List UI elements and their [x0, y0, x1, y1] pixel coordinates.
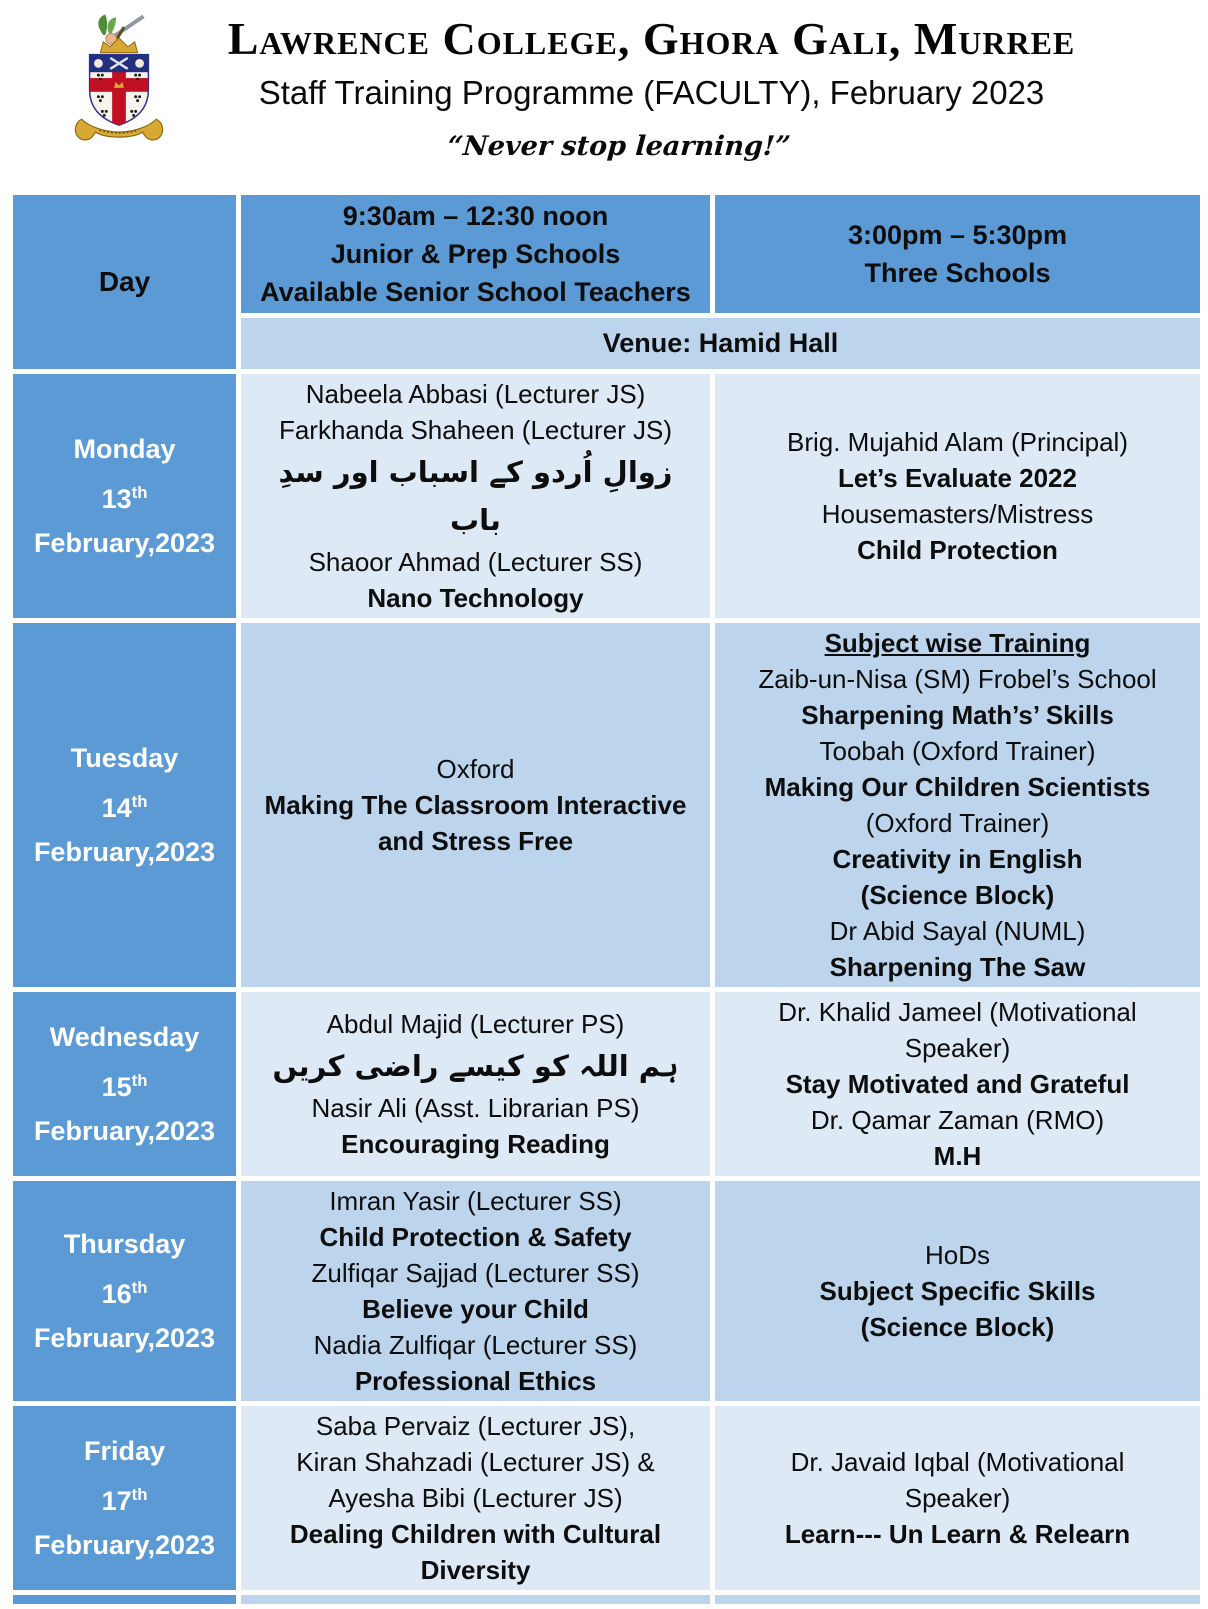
session-line: Zulfiqar Sajjad (Lecturer SS) — [311, 1258, 640, 1288]
afternoon-session-cell — [713, 372, 1203, 621]
header-line: Three Schools — [864, 258, 1051, 288]
day-cell-monday — [11, 372, 239, 621]
day-name: Wednesday — [49, 1022, 200, 1052]
session-line: Learn--- Un Learn & Relearn — [784, 1519, 1131, 1549]
afternoon-session-cell — [713, 1179, 1203, 1404]
day-month-year: February,2023 — [33, 1530, 216, 1560]
morning-session-cell — [239, 1179, 713, 1404]
day-cell-friday — [11, 1404, 239, 1593]
session-line: Kiran Shahzadi (Lecturer JS) & — [296, 1447, 655, 1477]
day-month-year: February,2023 — [33, 528, 216, 558]
session-line-urdu: ہم اللہ کو کیسے راضی کریں — [272, 1049, 679, 1083]
schedule-row-wednesday — [11, 990, 1203, 1179]
session-line: Nadia Zulfiqar (Lecturer SS) — [313, 1330, 638, 1360]
session-line: Making Our Children Scientists — [764, 772, 1151, 802]
afternoon-session-cell — [713, 990, 1203, 1179]
day-name: Thursday — [63, 1229, 186, 1259]
day-name: Monday — [73, 434, 176, 464]
day-date: 13th — [101, 483, 148, 514]
day-cell-tuesday — [11, 621, 239, 990]
morning-session-cell — [239, 621, 713, 990]
session-line: Nasir Ali (Asst. Librarian PS) — [311, 1093, 640, 1123]
session-line: Dealing Children with Cultural — [289, 1519, 662, 1549]
session-line: Sharpening Math’s’ Skills — [801, 700, 1114, 730]
session-line: Subject wise Training — [824, 628, 1091, 658]
morning-column-header — [239, 193, 713, 316]
session-line: Nano Technology — [367, 583, 584, 613]
session-line: Shaoor Ahmad (Lecturer SS) — [308, 547, 643, 577]
partial-next-row — [11, 1593, 1203, 1607]
schedule-row-tuesday — [11, 621, 1203, 990]
header-line: Junior & Prep Schools — [330, 239, 621, 269]
session-line: and Stress Free — [377, 826, 574, 856]
partial-day-cell — [11, 1593, 239, 1607]
header-line: Available Senior School Teachers — [260, 277, 691, 307]
session-line: HoDs — [924, 1240, 990, 1270]
session-line: Stay Motivated and Grateful — [785, 1069, 1130, 1099]
title-block — [95, 0, 1208, 111]
session-line: Farkhanda Shaheen (Lecturer JS) — [278, 415, 673, 445]
session-line: Ayesha Bibi (Lecturer JS) — [328, 1483, 623, 1513]
morning-session-cell — [239, 1404, 713, 1593]
day-date: 15th — [101, 1071, 148, 1102]
day-date: 16th — [101, 1278, 148, 1309]
session-line: Toobah (Oxford Trainer) — [819, 736, 1096, 766]
day-column-header: Day — [11, 193, 239, 372]
session-line: (Science Block) — [860, 1312, 1055, 1342]
session-line: Subject Specific Skills — [819, 1276, 1096, 1306]
session-line: Dr. Javaid Iqbal (Motivational — [790, 1447, 1125, 1477]
header-line: 3:00pm – 5:30pm — [847, 220, 1068, 250]
session-line: Let’s Evaluate 2022 — [838, 463, 1077, 493]
day-month-year: February,2023 — [33, 1323, 216, 1353]
day-name: Tuesday — [70, 743, 179, 773]
session-line: Dr Abid Sayal (NUML) — [829, 916, 1086, 946]
header-line: 9:30am – 12:30 noon — [342, 201, 609, 231]
day-month-year: February,2023 — [33, 1116, 216, 1146]
motto-text: “Never stop learning!” — [446, 130, 792, 162]
session-line: Brig. Mujahid Alam (Principal) — [786, 427, 1128, 457]
afternoon-session-cell — [713, 1404, 1203, 1593]
partial-afternoon-cell — [713, 1593, 1203, 1607]
afternoon-session-cell — [713, 621, 1203, 990]
session-line: Imran Yasir (Lecturer SS) — [329, 1186, 622, 1216]
session-line: Zaib-un-Nisa (SM) Frobel’s School — [758, 664, 1157, 694]
page-title: Lawrence College, Ghora Gali, Murree — [227, 13, 1076, 64]
schedule-table — [8, 190, 1205, 1609]
session-line: Making The Classroom Interactive — [264, 790, 687, 820]
partial-morning-cell — [239, 1593, 713, 1607]
venue-cell: Venue: Hamid Hall — [239, 316, 1203, 372]
session-line-urdu: زوالِ اُردو کے اسباب اور سدِ باب — [278, 455, 673, 537]
schedule-row-monday — [11, 372, 1203, 621]
session-line: Speaker) — [904, 1483, 1011, 1513]
day-name: Friday — [83, 1436, 166, 1466]
session-line: Oxford — [436, 754, 515, 784]
session-line: Encouraging Reading — [341, 1129, 610, 1159]
document-header — [0, 0, 1208, 190]
session-line: (Oxford Trainer) — [865, 808, 1050, 838]
morning-session-cell — [239, 990, 713, 1179]
morning-session-cell — [239, 372, 713, 621]
session-line: Dr. Khalid Jameel (Motivational — [778, 997, 1137, 1027]
session-line: (Science Block) — [860, 880, 1055, 910]
session-line: Housemasters/Mistress — [821, 499, 1094, 529]
schedule-row-friday — [11, 1404, 1203, 1593]
session-line: Child Protection & Safety — [319, 1222, 632, 1252]
day-month-year: February,2023 — [33, 837, 216, 867]
session-line: Diversity — [420, 1555, 531, 1585]
day-cell-thursday — [11, 1179, 239, 1404]
session-line: Sharpening The Saw — [829, 952, 1086, 982]
session-line: Speaker) — [904, 1033, 1011, 1063]
session-line: Believe your Child — [362, 1294, 589, 1324]
day-date: 14th — [101, 792, 148, 823]
table-header-row — [11, 193, 1203, 316]
session-line: Abdul Majid (Lecturer PS) — [326, 1009, 625, 1039]
session-line: Professional Ethics — [354, 1366, 597, 1396]
day-date: 17th — [101, 1485, 148, 1516]
session-line: Dr. Qamar Zaman (RMO) — [810, 1105, 1105, 1135]
session-line: Nabeela Abbasi (Lecturer JS) — [305, 379, 646, 409]
session-line: Saba Pervaiz (Lecturer JS), — [315, 1411, 636, 1441]
schedule-row-thursday — [11, 1179, 1203, 1404]
session-line: Child Protection — [857, 535, 1058, 565]
day-cell-wednesday — [11, 990, 239, 1179]
afternoon-column-header — [713, 193, 1203, 316]
session-line: M.H — [933, 1141, 982, 1171]
page-subtitle: Staff Training Programme (FACULTY), February 2023 — [258, 73, 1045, 111]
session-line: Creativity in English — [832, 844, 1083, 874]
